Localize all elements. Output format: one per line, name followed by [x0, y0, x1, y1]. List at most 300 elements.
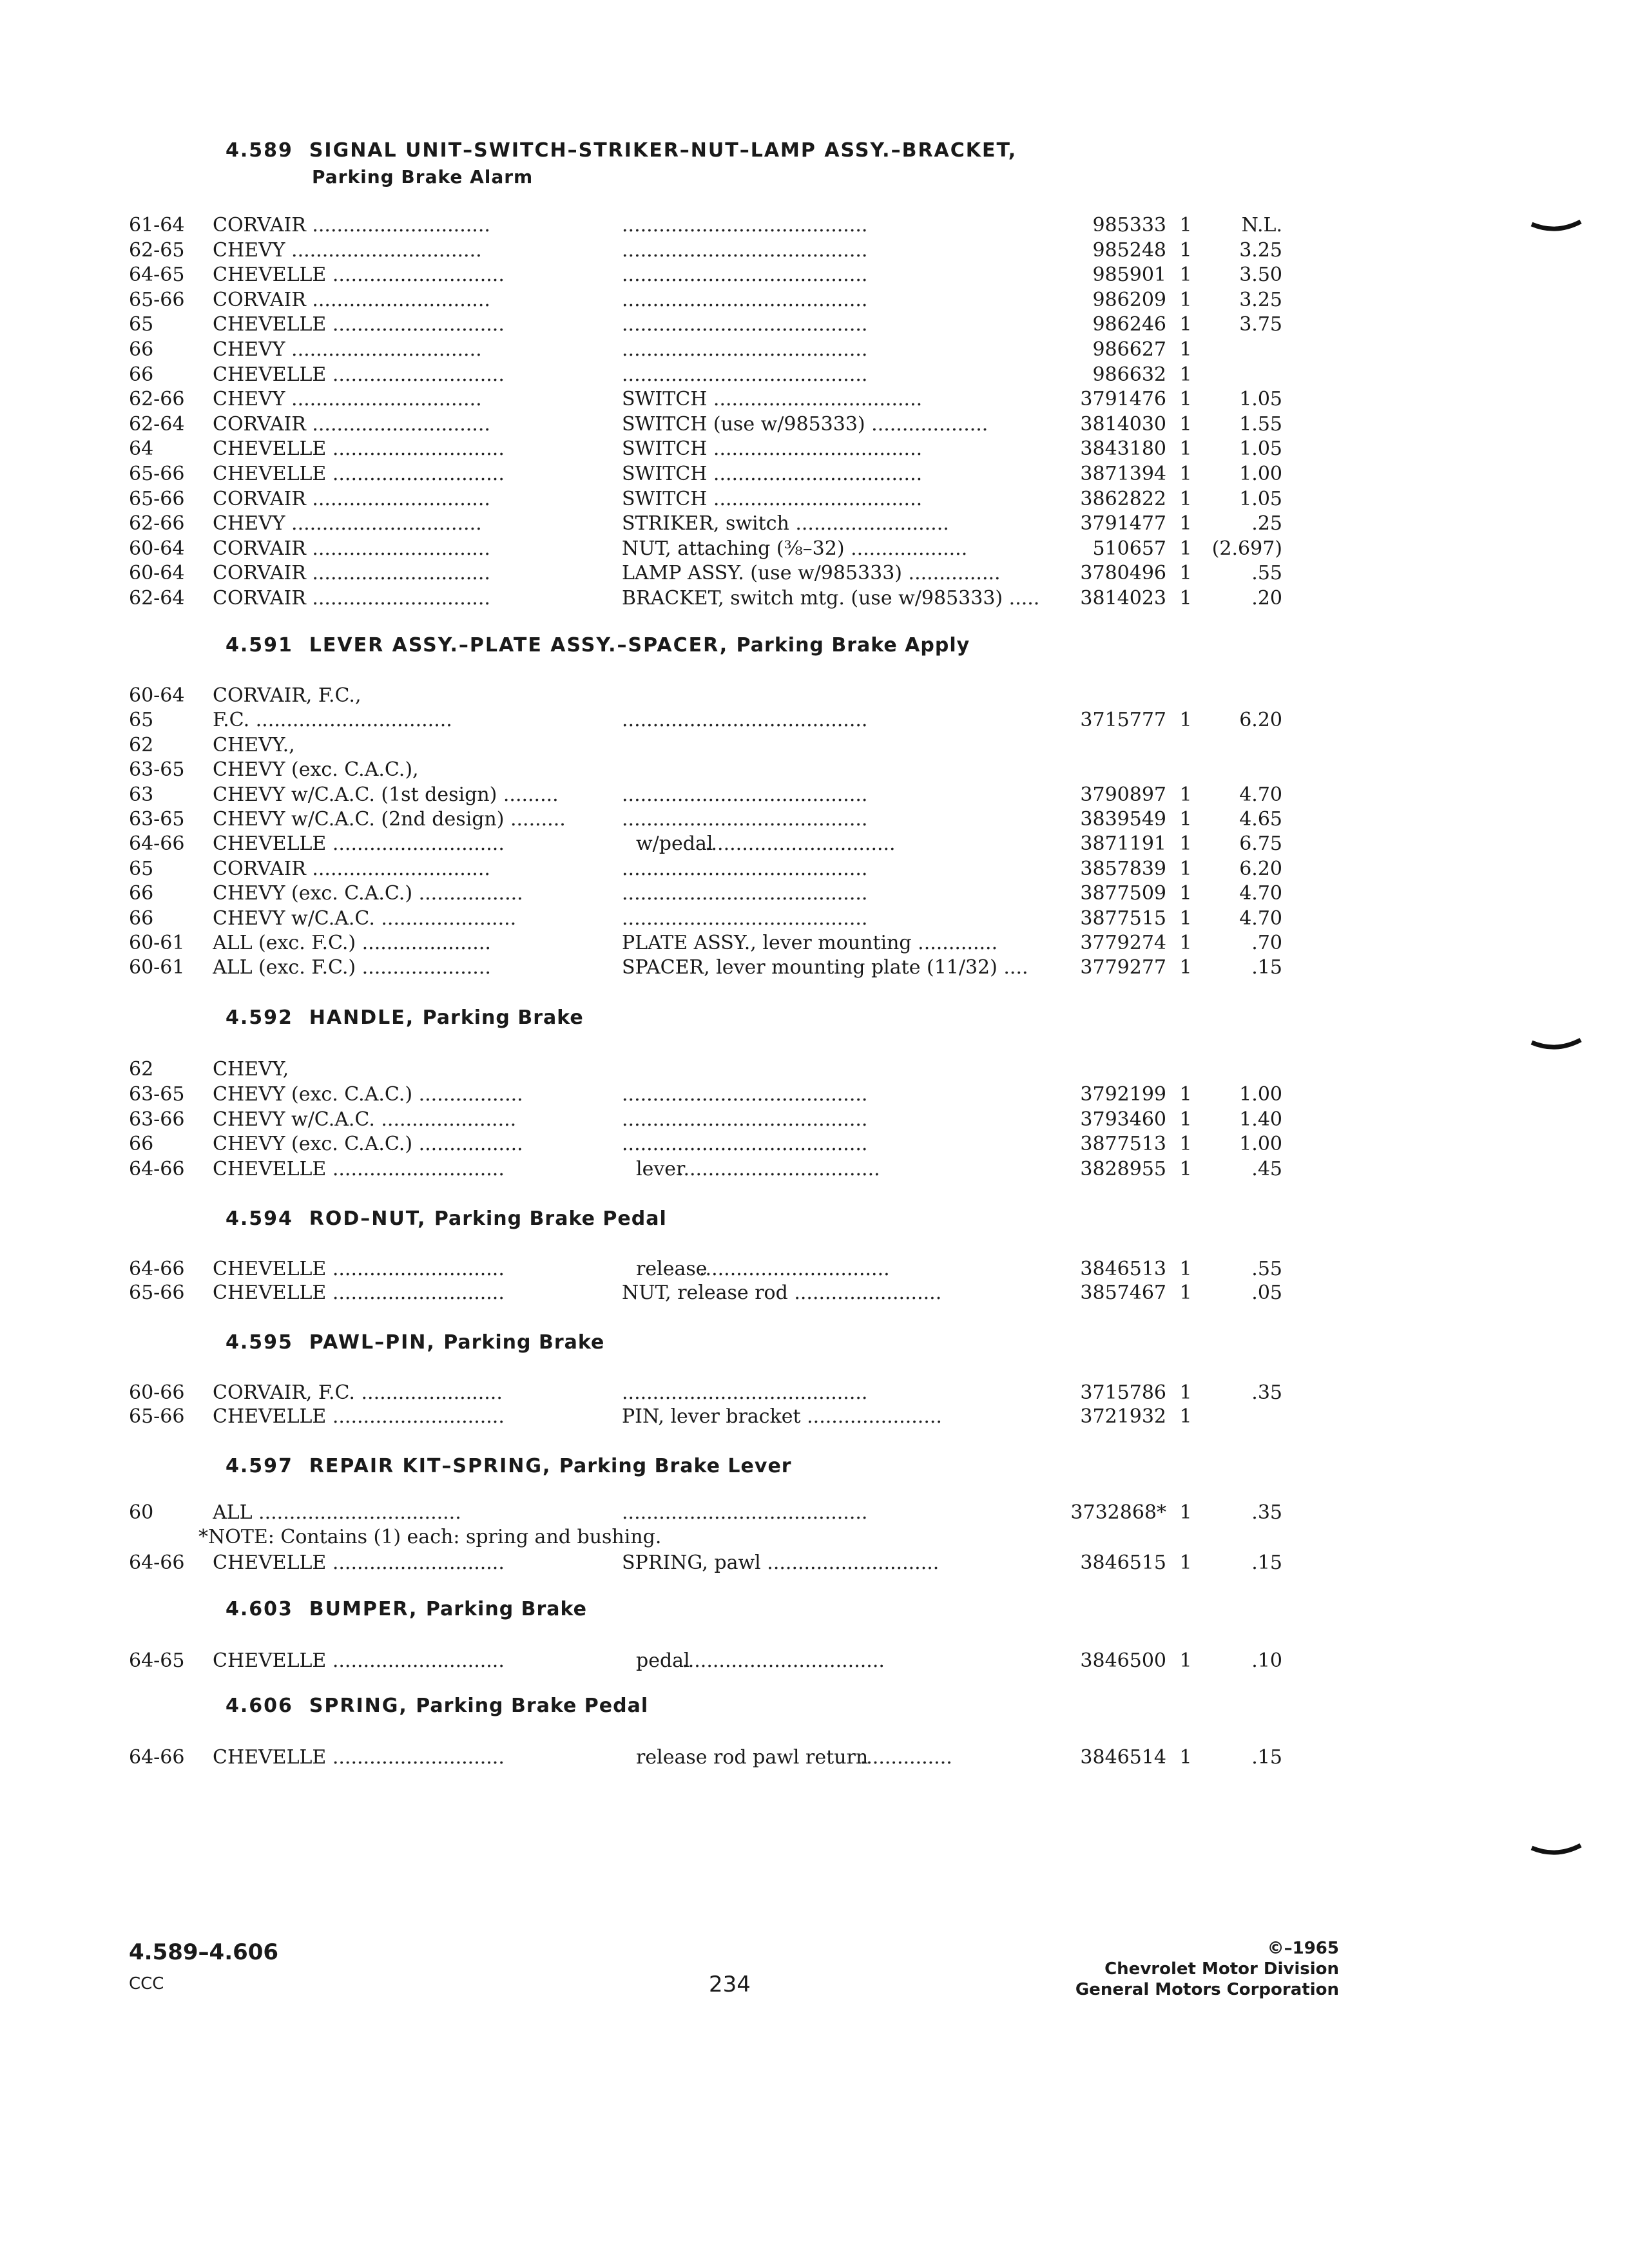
leader-dots: ........................................	[622, 338, 868, 361]
binder-mark-icon	[1530, 1843, 1582, 1858]
model-cell: CHEVY w/C.A.C.	[213, 1108, 375, 1131]
table-row	[0, 831, 1629, 857]
section-subtitle: Parking Brake	[443, 1331, 605, 1354]
leader-dots: ....	[997, 956, 1028, 979]
leader-dots: ............................	[326, 1282, 505, 1304]
leader-dots: ............................	[326, 832, 505, 855]
model-cell: CORVAIR	[213, 587, 306, 610]
table-row	[0, 262, 1629, 288]
quantity-cell: 1	[1179, 808, 1192, 831]
leader-dots: .............................	[305, 562, 490, 584]
section-heading	[226, 1006, 584, 1029]
price-cell: .35	[1251, 1501, 1282, 1524]
price-cell: 4.70	[1239, 882, 1282, 905]
year-cell: 63-65	[129, 758, 185, 781]
table-row	[0, 586, 1629, 611]
year-cell: 64-66	[129, 1552, 185, 1574]
part-number-cell: 3839549	[1080, 808, 1166, 831]
leader-dots: ........................................	[622, 709, 868, 731]
table-row	[0, 362, 1629, 388]
quantity-cell: 1	[1179, 1552, 1192, 1574]
model-cell: CORVAIR	[213, 488, 306, 510]
section-heading	[226, 1331, 604, 1354]
price-cell: 6.20	[1239, 709, 1282, 731]
leader-dots: .................................	[671, 1158, 880, 1180]
year-cell: 62-64	[129, 587, 185, 610]
leader-dots: .................................	[252, 1501, 461, 1524]
model-cell: CHEVY	[213, 239, 285, 262]
price-cell: 6.20	[1239, 858, 1282, 880]
model-cell: CHEVY (exc. C.A.C.)	[213, 882, 413, 905]
section-title: HANDLE,	[309, 1006, 415, 1029]
model-cell: F.C.	[213, 709, 250, 731]
footnote: *NOTE: Contains (1) each: spring and bushing.	[198, 1526, 662, 1548]
model-cell: CHEVELLE	[213, 1552, 327, 1574]
year-cell: 60-64	[129, 537, 185, 560]
leader-dots: ............................	[326, 363, 505, 386]
part-number-cell: 3843180	[1080, 437, 1166, 460]
section-heading	[226, 1207, 667, 1230]
model-cell: CHEVELLE	[213, 264, 327, 286]
price-cell: .35	[1251, 1381, 1282, 1404]
price-cell: .25	[1251, 512, 1282, 535]
quantity-cell: 1	[1179, 488, 1192, 510]
part-number-cell: 3846515	[1080, 1552, 1166, 1574]
year-cell: 66	[129, 363, 154, 386]
year-cell: 64-65	[129, 264, 185, 286]
year-cell: 60-61	[129, 956, 185, 979]
leader-dots: ........................................	[622, 1133, 868, 1155]
quantity-cell: 1	[1179, 882, 1192, 905]
year-cell: 60-64	[129, 562, 185, 584]
year-cell: 60-66	[129, 1381, 185, 1404]
model-cell: CHEVELLE	[213, 1405, 327, 1428]
section-number: 4.595	[226, 1331, 293, 1354]
footer-corporation: General Motors Corporation	[1075, 1980, 1339, 1999]
leader-dots: .................	[412, 1133, 523, 1155]
part-number-cell: 3857839	[1080, 858, 1166, 880]
price-cell: .05	[1251, 1282, 1282, 1304]
description-cell: lever	[636, 1158, 686, 1180]
price-cell: .15	[1251, 956, 1282, 979]
year-cell: 62-65	[129, 239, 185, 262]
table-row	[0, 213, 1629, 238]
year-cell: 64-66	[129, 1746, 185, 1769]
leader-dots: .............................	[305, 587, 490, 610]
quantity-cell: 1	[1179, 1158, 1192, 1180]
section-number: 4.591	[226, 634, 293, 657]
table-row	[0, 733, 1629, 758]
quantity-cell: 1	[1179, 388, 1192, 410]
part-number-cell: 3814023	[1080, 587, 1166, 610]
table-row	[0, 782, 1629, 808]
year-cell: 65	[129, 709, 154, 731]
leader-dots: ...............................	[699, 832, 896, 855]
leader-dots: ............................	[326, 437, 505, 460]
year-cell: 62	[129, 734, 154, 756]
year-cell: 66	[129, 907, 154, 930]
part-number-cell: 3715777	[1080, 709, 1166, 731]
part-number-cell: 3846514	[1080, 1746, 1166, 1769]
footer-division: Chevrolet Motor Division	[1104, 1959, 1339, 1979]
price-cell: .15	[1251, 1746, 1282, 1769]
leader-dots: ........................................	[622, 214, 868, 236]
quantity-cell: 1	[1179, 1746, 1192, 1769]
year-cell: 60-61	[129, 932, 185, 954]
part-number-cell: 3779277	[1080, 956, 1166, 979]
description-cell: SWITCH	[622, 463, 708, 485]
quantity-cell: 1	[1179, 363, 1192, 386]
part-number-cell: 3877513	[1080, 1133, 1166, 1155]
part-number-cell: 3862822	[1080, 488, 1166, 510]
leader-dots: ..................................	[707, 388, 923, 410]
price-cell: 3.25	[1239, 239, 1282, 262]
section-subtitle: Parking Brake Pedal	[416, 1695, 649, 1717]
table-row	[0, 536, 1629, 562]
year-cell: 65	[129, 313, 154, 336]
section-heading	[226, 634, 970, 657]
section-heading	[226, 139, 1017, 162]
model-cell: CHEVELLE	[213, 1282, 327, 1304]
description-cell: SWITCH	[622, 488, 708, 510]
price-cell: 3.50	[1239, 264, 1282, 286]
table-row	[0, 1157, 1629, 1182]
leader-dots: ............................	[326, 1158, 505, 1180]
year-cell: 64	[129, 437, 154, 460]
table-row	[0, 436, 1629, 462]
leader-dots: ........................................	[622, 1501, 868, 1524]
table-row	[0, 1057, 1629, 1082]
section-number: 4.589	[226, 139, 293, 162]
part-number-cell: 3732868*	[1070, 1501, 1166, 1524]
year-cell: 66	[129, 338, 154, 361]
price-cell: .70	[1251, 932, 1282, 954]
price-cell: .10	[1251, 1649, 1282, 1672]
leader-dots: .....................	[356, 956, 491, 979]
price-cell: 3.25	[1239, 289, 1282, 311]
quantity-cell: 1	[1179, 932, 1192, 954]
part-number-cell: 3779274	[1080, 932, 1166, 954]
table-row	[0, 312, 1629, 338]
leader-dots: .................................	[675, 1649, 885, 1672]
model-cell: CHEVELLE	[213, 437, 327, 460]
leader-dots: ...............................	[285, 338, 482, 361]
model-cell: CHEVELLE	[213, 463, 327, 485]
year-cell: 65-66	[129, 463, 185, 485]
quantity-cell: 1	[1179, 858, 1192, 880]
leader-dots: ...............	[902, 562, 1001, 584]
model-cell: CHEVY w/C.A.C. (2nd design)	[213, 808, 505, 831]
description-cell: release rod pawl return	[636, 1746, 869, 1769]
quantity-cell: 1	[1179, 1501, 1192, 1524]
quantity-cell: 1	[1179, 264, 1192, 286]
section-subtitle: Parking Brake Apply	[736, 634, 970, 657]
year-cell: 60-64	[129, 684, 185, 707]
model-cell: CHEVY	[213, 388, 285, 410]
leader-dots: ........................................	[622, 808, 868, 831]
model-cell: CORVAIR, F.C.	[213, 1381, 355, 1404]
leader-dots: .............................	[305, 858, 490, 880]
table-row	[0, 1380, 1629, 1406]
price-cell: 4.70	[1239, 783, 1282, 806]
binder-mark-icon	[1530, 1037, 1582, 1053]
quantity-cell: 1	[1179, 562, 1192, 584]
leader-dots: ........................................	[622, 239, 868, 262]
leader-dots: .............................	[305, 537, 490, 560]
year-cell: 61-64	[129, 214, 185, 236]
table-row	[0, 881, 1629, 907]
section-number: 4.603	[226, 1598, 293, 1620]
year-cell: 64-66	[129, 832, 185, 855]
table-row	[0, 1404, 1629, 1430]
leader-dots: ......................	[800, 1405, 942, 1428]
leader-dots: .....................	[356, 932, 491, 954]
quantity-cell: 1	[1179, 907, 1192, 930]
leader-dots: ............................	[326, 1649, 505, 1672]
leader-dots: ...................	[865, 413, 988, 436]
part-number-cell: 3793460	[1080, 1108, 1166, 1131]
quantity-cell: 1	[1179, 832, 1192, 855]
table-row	[0, 856, 1629, 882]
quantity-cell: 1	[1179, 1108, 1192, 1131]
price-cell: N.L.	[1241, 214, 1282, 236]
leader-dots: ........................................	[622, 858, 868, 880]
leader-dots: ........................................	[622, 1108, 868, 1131]
table-row	[0, 1082, 1629, 1108]
leader-dots: ...............................	[693, 1258, 890, 1280]
leader-dots: ........................................	[622, 882, 868, 905]
part-number-cell: 3828955	[1080, 1158, 1166, 1180]
price-cell: 1.00	[1239, 463, 1282, 485]
model-cell: CHEVY.,	[213, 734, 295, 756]
leader-dots: ...............	[854, 1746, 952, 1769]
part-number-cell: 985248	[1092, 239, 1166, 262]
price-cell: 3.75	[1239, 313, 1282, 336]
model-cell: CHEVY,	[213, 1058, 289, 1081]
quantity-cell: 1	[1179, 512, 1192, 535]
quantity-cell: 1	[1179, 956, 1192, 979]
section-title: SPRING,	[309, 1695, 408, 1717]
section-title: ROD–NUT,	[309, 1207, 427, 1230]
section-title: LEVER ASSY.–PLATE ASSY.–SPACER,	[309, 634, 729, 657]
leader-dots: .......................	[354, 1381, 503, 1404]
table-row	[0, 287, 1629, 313]
quantity-cell: 1	[1179, 783, 1192, 806]
footer-range: 4.589–4.606	[129, 1939, 279, 1965]
section-heading	[226, 1598, 587, 1620]
leader-dots: ........................	[787, 1282, 942, 1304]
year-cell: 66	[129, 882, 154, 905]
description-cell: SPACER, lever mounting plate (11/32)	[622, 956, 998, 979]
leader-dots: .............................	[305, 289, 490, 311]
part-number-cell: 3715786	[1080, 1381, 1166, 1404]
model-cell: CHEVY w/C.A.C.	[213, 907, 375, 930]
table-row	[0, 561, 1629, 586]
model-cell: CHEVY	[213, 338, 285, 361]
quantity-cell: 1	[1179, 1381, 1192, 1404]
quantity-cell: 1	[1179, 463, 1192, 485]
price-cell: 1.00	[1239, 1133, 1282, 1155]
year-cell: 64-66	[129, 1258, 185, 1280]
year-cell: 62-66	[129, 512, 185, 535]
year-cell: 62-64	[129, 413, 185, 436]
table-row	[0, 683, 1629, 709]
leader-dots: .............................	[305, 214, 490, 236]
description-cell: release	[636, 1258, 708, 1280]
leader-dots: .............................	[305, 488, 490, 510]
part-number-cell: 986632	[1092, 363, 1166, 386]
price-cell: 4.70	[1239, 907, 1282, 930]
price-cell: 1.05	[1239, 437, 1282, 460]
table-row	[0, 337, 1629, 363]
description-cell: NUT, release rod	[622, 1282, 788, 1304]
page-number: 234	[709, 1972, 751, 1997]
leader-dots: ........................................	[622, 289, 868, 311]
leader-dots: ..................................	[707, 463, 923, 485]
leader-dots: ........................................	[622, 1083, 868, 1106]
quantity-cell: 1	[1179, 1282, 1192, 1304]
leader-dots: ............................	[760, 1552, 940, 1574]
quantity-cell: 1	[1179, 1649, 1192, 1672]
leader-dots: ............................	[326, 264, 505, 286]
part-number-cell: 3791477	[1080, 512, 1166, 535]
model-cell: CHEVELLE	[213, 1649, 327, 1672]
year-cell: 64-65	[129, 1649, 185, 1672]
year-cell: 62	[129, 1058, 154, 1081]
price-cell: (2.697)	[1211, 537, 1282, 560]
leader-dots: .....	[1003, 587, 1040, 610]
price-cell: .20	[1251, 587, 1282, 610]
part-number-cell: 510657	[1092, 537, 1166, 560]
price-cell: 1.05	[1239, 488, 1282, 510]
part-number-cell: 986209	[1092, 289, 1166, 311]
description-cell: SWITCH	[622, 437, 708, 460]
quantity-cell: 1	[1179, 1405, 1192, 1428]
leader-dots: ........................................	[622, 783, 868, 806]
leader-dots: ............................	[326, 463, 505, 485]
year-cell: 63	[129, 783, 154, 806]
part-number-cell: 986246	[1092, 313, 1166, 336]
model-cell: CHEVY (exc. C.A.C.)	[213, 1133, 413, 1155]
description-cell: STRIKER, switch	[622, 512, 789, 535]
leader-dots: ..................................	[707, 437, 923, 460]
table-row	[0, 486, 1629, 512]
quantity-cell: 1	[1179, 1083, 1192, 1106]
leader-dots: ............................	[326, 313, 505, 336]
model-cell: CORVAIR	[213, 214, 306, 236]
leader-dots: .................	[412, 1083, 523, 1106]
quantity-cell: 1	[1179, 537, 1192, 560]
table-row	[0, 955, 1629, 981]
part-number-cell: 985333	[1092, 214, 1166, 236]
part-number-cell: 3792199	[1080, 1083, 1166, 1106]
year-cell: 64-66	[129, 1158, 185, 1180]
quantity-cell: 1	[1179, 413, 1192, 436]
leader-dots: ........................................	[622, 1381, 868, 1404]
price-cell: .55	[1251, 1258, 1282, 1280]
description-cell: w/pedal	[636, 832, 713, 855]
table-row	[0, 757, 1629, 783]
part-number-cell: 985901	[1092, 264, 1166, 286]
quantity-cell: 1	[1179, 587, 1192, 610]
year-cell: 63-66	[129, 1108, 185, 1131]
model-cell: ALL (exc. F.C.)	[213, 956, 356, 979]
section-subtitle: Parking Brake Lever	[559, 1455, 792, 1477]
part-number-cell: 3790897	[1080, 783, 1166, 806]
section-number: 4.594	[226, 1207, 293, 1230]
leader-dots: .........	[497, 783, 559, 806]
leader-dots: ......................	[374, 907, 517, 930]
footer-code: CCC	[129, 1974, 164, 1994]
model-cell: CORVAIR	[213, 562, 306, 584]
price-cell: .15	[1251, 1552, 1282, 1574]
part-number-cell: 3846500	[1080, 1649, 1166, 1672]
table-row	[0, 461, 1629, 487]
section-title: SIGNAL UNIT–SWITCH–STRIKER–NUT–LAMP ASSY.–BRACKET,	[309, 139, 1017, 162]
leader-dots: ......................	[374, 1108, 517, 1131]
leader-dots: ............................	[326, 1746, 505, 1769]
quantity-cell: 1	[1179, 214, 1192, 236]
section-number: 4.592	[226, 1006, 293, 1029]
part-number-cell: 3877515	[1080, 907, 1166, 930]
leader-dots: .........	[504, 808, 566, 831]
model-cell: CHEVY	[213, 512, 285, 535]
price-cell: 1.05	[1239, 388, 1282, 410]
model-cell: ALL (exc. F.C.)	[213, 932, 356, 954]
table-row	[0, 387, 1629, 412]
quantity-cell: 1	[1179, 709, 1192, 731]
part-number-cell: 3877509	[1080, 882, 1166, 905]
section-subtitle: Parking Brake	[422, 1006, 584, 1029]
section-title: REPAIR KIT–SPRING,	[309, 1455, 552, 1477]
part-number-cell: 3721932	[1080, 1405, 1166, 1428]
leader-dots: ............................	[326, 1552, 505, 1574]
leader-dots: ........................................	[622, 363, 868, 386]
section-subtitle: Parking Brake Alarm	[312, 166, 534, 187]
part-number-cell: 3791476	[1080, 388, 1166, 410]
leader-dots: .............................	[305, 413, 490, 436]
model-cell: CORVAIR	[213, 289, 306, 311]
section-number: 4.606	[226, 1695, 293, 1717]
part-number-cell: 3871394	[1080, 463, 1166, 485]
part-number-cell: 986627	[1092, 338, 1166, 361]
year-cell: 65-66	[129, 1405, 185, 1428]
model-cell: CHEVY (exc. C.A.C.),	[213, 758, 419, 781]
leader-dots: .................	[412, 882, 523, 905]
price-cell: .45	[1251, 1158, 1282, 1180]
description-cell: NUT, attaching (⅜–32)	[622, 537, 845, 560]
quantity-cell: 1	[1179, 1133, 1192, 1155]
section-heading	[226, 1455, 792, 1477]
year-cell: 66	[129, 1133, 154, 1155]
price-cell: 1.55	[1239, 413, 1282, 436]
part-number-cell: 3814030	[1080, 413, 1166, 436]
model-cell: CORVAIR, F.C.,	[213, 684, 361, 707]
model-cell: CHEVY (exc. C.A.C.)	[213, 1083, 413, 1106]
model-cell: ALL	[213, 1501, 253, 1524]
year-cell: 65-66	[129, 1282, 185, 1304]
binder-mark-icon	[1530, 219, 1582, 235]
quantity-cell: 1	[1179, 437, 1192, 460]
model-cell: CHEVELLE	[213, 1258, 327, 1280]
price-cell: 1.40	[1239, 1108, 1282, 1131]
year-cell: 62-66	[129, 388, 185, 410]
model-cell: CORVAIR	[213, 413, 306, 436]
section-number: 4.597	[226, 1455, 293, 1477]
quantity-cell: 1	[1179, 1258, 1192, 1280]
leader-dots: ..................................	[707, 488, 923, 510]
leader-dots: .........................	[789, 512, 949, 535]
